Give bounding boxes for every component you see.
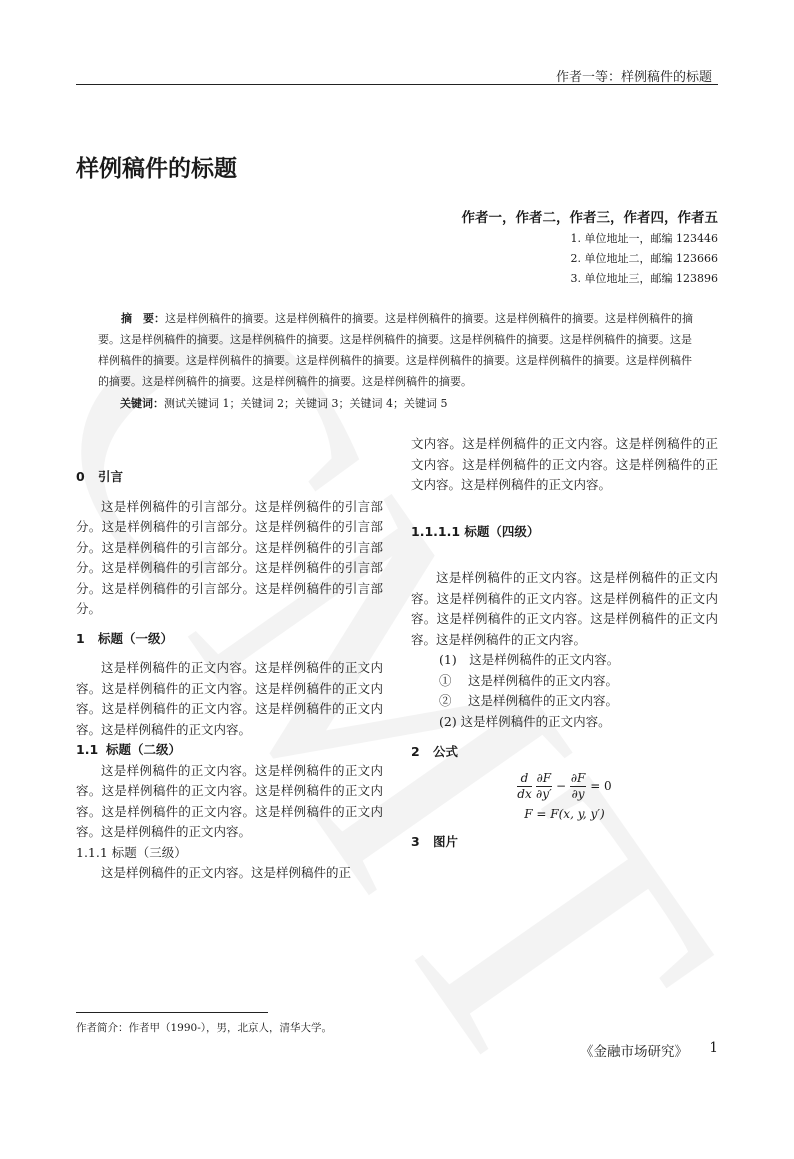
section-number: 1.1 xyxy=(76,742,99,757)
section-title: 公式 xyxy=(433,744,459,759)
author-footnote: 作者简介：作者甲（1990-），男，北京人，清华大学。 xyxy=(76,1022,333,1034)
footnote-rule xyxy=(76,1012,268,1013)
left-column xyxy=(76,467,383,884)
abstract-label: 摘 要： xyxy=(121,312,165,325)
section-heading-0 xyxy=(76,467,383,488)
keywords-text: 测试关键词 1；关键词 2；关键词 3；关键词 4；关键词 5 xyxy=(164,397,448,410)
affiliation: 1. 单位地址一，邮编 123446 xyxy=(570,232,718,245)
section-heading-1-1 xyxy=(76,740,383,761)
section-heading-1-1-1: 1.1.1 标题（三级） xyxy=(76,844,187,860)
paper-title: 样例稿件的标题 xyxy=(76,156,237,182)
keywords-label: 关键词： xyxy=(120,397,164,410)
list-item: ① 这是样例稿件的正文内容。 xyxy=(439,672,618,688)
abstract xyxy=(98,308,698,392)
section-heading-3 xyxy=(411,832,718,853)
section-heading-1 xyxy=(76,629,383,650)
intro-paragraph: 这是样例稿件的引言部分。这是样例稿件的引言部分。这是样例稿件的引言部分。这是样例稿件的引言部分。这是样例稿件的引言部分。这是样例稿件的引言部分。这是样例稿件的引言部分。这是样例稿件的引言部分。这是样例稿件的引言部分。这是样例稿件的引言部分。 xyxy=(76,498,383,616)
running-header: 作者一等：样例稿件的标题 xyxy=(555,70,712,85)
keywords xyxy=(120,395,447,411)
body-paragraph: 这是样例稿件的正文内容。这是样例稿件的正文内容。这是样例稿件的正文内容。这是样例稿件的正文内容。这是样例稿件的正文内容。这是样例稿件的正文内容。这是样例稿件的正文内容。 xyxy=(76,660,383,737)
author-list: 作者一，作者二，作者三，作者四，作者五 xyxy=(461,210,718,226)
body-paragraph: 这是样例稿件的正文内容。这是样例稿件的正文内容。这是样例稿件的正文内容。这是样例稿件的正文内容。这是样例稿件的正文内容。这是样例稿件的正文内容。这是样例稿件的正文内容。 xyxy=(76,762,383,839)
section-number: 0 xyxy=(76,469,85,484)
equation-1: $\frac{d}{dx}$ $\frac{\partial F}{\partial y'}$ − $\frac{\partial F}{\partial y}$ = 0 xyxy=(517,770,612,801)
section-number: 2 xyxy=(411,744,420,759)
section-title: 标题（二级） xyxy=(106,742,182,757)
section-title: 标题（一级） xyxy=(98,630,174,646)
page-number: 1 xyxy=(709,1040,718,1056)
equation-2: F = F(x, y, y′) xyxy=(524,806,605,821)
section-title: 图片 xyxy=(433,834,459,849)
section-heading-1-1-1-1: 1.1.1.1 标题（四级） xyxy=(411,523,540,539)
section-title: 引言 xyxy=(98,469,124,484)
list-item: (2) 这是样例稿件的正文内容。 xyxy=(439,713,611,729)
section-number: 3 xyxy=(411,834,420,849)
section-number: 1 xyxy=(76,630,85,646)
body-paragraph-continued: 文内容。这是样例稿件的正文内容。这是样例稿件的正文内容。这是样例稿件的正文内容。这是样例稿件的正文内容。这是样例稿件的正文内容。 xyxy=(411,436,718,492)
section-heading-2 xyxy=(411,742,718,763)
body-paragraph: 这是样例稿件的正文内容。这是样例稿件的正文内容。这是样例稿件的正文内容。这是样例稿件的正文内容。这是样例稿件的正文内容。这是样例稿件的正文内容。这是样例稿件的正文内容。 xyxy=(411,570,718,647)
body-paragraph: 这是样例稿件的正文内容。这是样例稿件的正 xyxy=(101,865,352,880)
journal-name: 《金融市场研究》 xyxy=(580,1044,688,1060)
abstract-text: 这是样例稿件的摘要。这是样例稿件的摘要。这是样例稿件的摘要。这是样例稿件的摘要。这是样例稿件的摘要。这是样例稿件的摘要。这是样例稿件的摘要。这是样例稿件的摘要。这是样例稿件的摘要。这是样例稿件的摘要。这是样例稿件的摘要。这是样例稿件的摘要。这是样例稿件的摘要。这是样例稿件的摘要。这是样例稿件的摘要。这是样例稿件的摘要。这是样例稿件的摘要。这是样例稿件的摘要。这是样例稿件的摘要。 xyxy=(98,312,693,388)
affiliation: 2. 单位地址二，邮编 123666 xyxy=(570,252,718,265)
header-rule xyxy=(76,84,718,85)
list-item: ② 这是样例稿件的正文内容。 xyxy=(439,693,618,708)
affiliation: 3. 单位地址三，邮编 123896 xyxy=(570,272,718,285)
right-column xyxy=(411,434,718,853)
list-item: (1) 这是样例稿件的正文内容。 xyxy=(439,652,620,667)
